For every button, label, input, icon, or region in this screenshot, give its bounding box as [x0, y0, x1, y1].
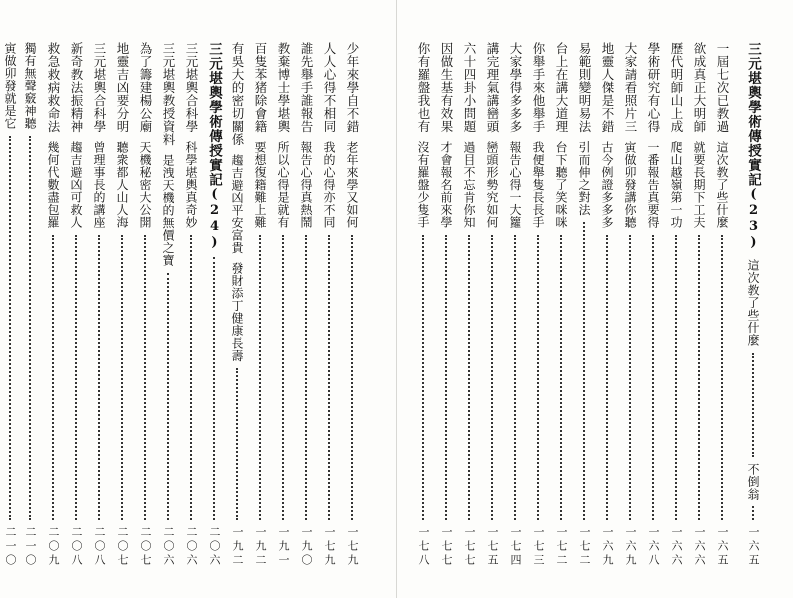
page-number: 一七九 — [346, 526, 359, 568]
page-number: 一九二 — [254, 526, 267, 568]
entry-title: 為了籌建楊公廟 — [138, 42, 153, 133]
toc-entry[interactable] — [114, 42, 130, 590]
dot-leader — [29, 136, 31, 521]
section-title: 三元堪輿學術傳授實記 — [206, 42, 222, 187]
entry-title: 台上在講大道理 — [554, 42, 569, 133]
page-number: 二〇六 — [185, 526, 198, 568]
entry-title: 講完理氣講巒頭 — [485, 42, 500, 133]
page-number: 一七二 — [555, 526, 568, 568]
page-number: 二〇八 — [93, 526, 106, 568]
toc-entry[interactable] — [160, 42, 176, 590]
toc-entry[interactable] — [714, 42, 730, 590]
toc-entry[interactable] — [298, 42, 314, 590]
dot-leader — [305, 235, 307, 521]
entry-seg: 這次教了些什麼 — [746, 259, 760, 347]
toc-entry[interactable] — [507, 42, 523, 590]
toc-entry[interactable] — [91, 42, 107, 590]
entry-title: 三元堪輿合科學 — [92, 42, 107, 133]
entry-title: 百隻苯猪除會籍 — [253, 42, 268, 133]
dot-leader — [629, 235, 631, 521]
dot-leader — [213, 257, 215, 520]
dot-leader — [652, 235, 654, 521]
entry-title: 因做生基有效果 — [439, 42, 454, 133]
entry-seg: 一番報告真要得 — [646, 141, 660, 229]
dot-leader — [537, 235, 539, 521]
toc-entry[interactable] — [645, 42, 661, 590]
entry-title: 地靈人傑是不錯 — [600, 42, 615, 133]
dot-leader — [190, 235, 192, 521]
entry-title: 六十四卦小問題 — [462, 42, 477, 133]
toc-entry[interactable] — [344, 42, 360, 590]
entry-title: 易範則變明易法 — [577, 42, 592, 133]
section-number: (24) — [207, 187, 222, 251]
page-number: 二〇七 — [139, 526, 152, 568]
page-number: 一七三 — [532, 526, 545, 568]
toc-entry[interactable] — [415, 42, 431, 590]
dot-leader — [75, 235, 77, 521]
section-title: 三元堪輿學術傳授實記 — [745, 42, 761, 187]
dot-leader — [721, 235, 723, 521]
entry-seg: 幾何代數盡包羅 — [46, 141, 60, 229]
page-number: 一六六 — [670, 526, 683, 568]
toc-entry[interactable] — [229, 42, 245, 590]
entry-title: 歷代明師山上成 — [669, 42, 684, 133]
entry-seg: 引而伸之對法 — [577, 141, 591, 216]
entry-title: 你舉手來他舉手 — [531, 42, 546, 133]
dot-leader — [752, 506, 754, 520]
entry-seg: 寅做卯發講你聽 — [623, 141, 637, 229]
entry-title: 三元堪輿教授資料 — [161, 42, 176, 146]
page-number: 二一〇 — [24, 526, 37, 568]
page-number: 二〇六 — [208, 526, 221, 568]
entry-title: 地靈吉凶要分明 — [115, 42, 130, 133]
dot-leader — [514, 235, 516, 521]
entry-title: 大家請看照片三 — [623, 42, 638, 133]
dot-leader — [468, 235, 470, 521]
entry-seg: 曾理事長的講座 — [92, 141, 106, 229]
entry-seg: 獨有無聲竅神聽 — [23, 42, 37, 130]
page-number: 一六九 — [601, 526, 614, 568]
dot-leader — [675, 235, 677, 521]
entry-seg: 就要長期下工夫 — [692, 141, 706, 229]
page-number: 一七二 — [578, 526, 591, 568]
entry-seg: 是洩天機的無價之寶 — [161, 154, 175, 267]
toc-entry[interactable] — [576, 42, 592, 590]
entry-title: 欲成真正大明師 — [692, 42, 707, 133]
entry-seg: 報告心得一大籮 — [508, 141, 522, 229]
entry-seg: 巒頭形勢究如何 — [485, 141, 499, 229]
page-number: 一九一 — [277, 526, 290, 568]
dot-leader — [282, 235, 284, 521]
entry-title: 教棄博士學堪輿 — [276, 42, 291, 133]
page-number: 二〇六 — [162, 526, 175, 568]
toc-entry[interactable] — [68, 42, 84, 590]
entry-seg: 沒有羅盤少隻手 — [416, 141, 430, 229]
toc-entry[interactable] — [461, 42, 477, 590]
entry-seg: 這次教了些什麼 — [715, 141, 729, 229]
entry-title: 你有羅盤我也有 — [416, 42, 431, 133]
entry-seg: 科學堪輿真奇妙 — [184, 141, 198, 229]
dot-leader — [606, 235, 608, 521]
entry-seg: 才會報名前來學 — [439, 141, 453, 229]
entry-seg: 天機秘密大公開 — [138, 141, 152, 229]
entry-seg: 發財添丁健康長壽 — [230, 262, 244, 362]
entry-title: 新奇教法振精神 — [69, 42, 84, 133]
dot-leader — [583, 222, 585, 520]
dot-leader — [9, 136, 11, 521]
dot-leader — [259, 235, 261, 521]
toc-entry[interactable] — [252, 42, 268, 590]
dot-leader — [698, 235, 700, 521]
toc-entry[interactable] — [530, 42, 546, 590]
section-header-23 — [745, 42, 761, 590]
entry-seg: 爬山越嶺第一功 — [669, 141, 683, 229]
dot-leader — [491, 235, 493, 521]
page-number: 二〇七 — [116, 526, 129, 568]
toc-entry[interactable] — [553, 42, 569, 590]
dot-leader — [351, 235, 353, 521]
entry-seg: 台下聽了笑咪咪 — [554, 141, 568, 229]
dot-leader — [98, 235, 100, 521]
dot-leader — [52, 235, 54, 521]
entry-seg: 過目不忘肯你知 — [462, 141, 476, 229]
dot-leader — [167, 273, 169, 521]
page-number: 一六五 — [747, 526, 760, 568]
page-number: 一六五 — [716, 526, 729, 568]
entry-title: 一屆七次已教過 — [715, 42, 730, 133]
page-number: 二〇八 — [70, 526, 83, 568]
entry-seg: 聽衆都人山人海 — [115, 141, 129, 229]
section-number: (23) — [746, 187, 761, 251]
toc-entry[interactable] — [668, 42, 684, 590]
dot-leader — [144, 235, 146, 521]
entry-title: 救急救病救命法 — [46, 42, 61, 133]
page-number: 一六九 — [624, 526, 637, 568]
entry-seg: 報告心得真熱鬧 — [299, 141, 313, 229]
entry-seg: 老年來學又如何 — [345, 141, 359, 229]
end-note: 不倒翁 — [746, 462, 760, 500]
page-number: 一七八 — [417, 526, 430, 568]
entry-seg: 寅做卯發就是它 — [3, 42, 17, 130]
page-number: 一九〇 — [300, 526, 313, 568]
page-number: 一七七 — [440, 526, 453, 568]
toc-entry[interactable] — [2, 42, 18, 590]
toc-entry[interactable] — [45, 42, 61, 590]
section-header-24 — [206, 42, 222, 590]
toc-entry[interactable] — [22, 42, 38, 590]
entry-title: 誰先舉手誰報告 — [299, 42, 314, 133]
entry-seg: 我的心得亦不同 — [322, 141, 336, 229]
page-number: 二〇九 — [47, 526, 60, 568]
entry-seg: 要想復籍難上難 — [253, 141, 267, 229]
entry-seg: 所以心得是就有 — [276, 141, 290, 229]
page-number: 一七五 — [486, 526, 499, 568]
entry-title: 人人心得不相同 — [322, 42, 337, 133]
toc-entry[interactable] — [691, 42, 707, 590]
toc-entry[interactable] — [137, 42, 153, 590]
dot-leader — [560, 235, 562, 521]
left-page — [0, 0, 396, 598]
toc-entry[interactable] — [599, 42, 615, 590]
entry-title: 大家學得多多多 — [508, 42, 523, 133]
page-number: 一七九 — [323, 526, 336, 568]
entry-title: 三元堪輿合科學 — [184, 42, 199, 133]
entry-seg: 我便舉隻長長手 — [531, 141, 545, 229]
page-number: 一六八 — [647, 526, 660, 568]
entry-title: 有吳大的密切關係 — [230, 42, 245, 146]
dot-leader — [445, 235, 447, 521]
entry-seg: 趨吉避凶可救人 — [69, 141, 83, 229]
page-number: 一六六 — [693, 526, 706, 568]
page-number: 二一〇 — [4, 526, 17, 568]
entry-title: 學術研究有心得 — [646, 42, 661, 133]
dot-leader — [328, 235, 330, 521]
entry-title: 少年來學自不錯 — [345, 42, 360, 133]
page-number: 一七七 — [463, 526, 476, 568]
right-page — [397, 0, 793, 598]
toc-entry[interactable] — [321, 42, 337, 590]
toc-entry[interactable] — [438, 42, 454, 590]
toc-entry[interactable] — [484, 42, 500, 590]
toc-entry[interactable] — [275, 42, 291, 590]
toc-entry[interactable] — [183, 42, 199, 590]
toc-entry[interactable] — [622, 42, 638, 590]
dot-leader — [422, 235, 424, 521]
entry-seg: 趨吉避凶平安富貴 — [230, 154, 244, 254]
dot-leader — [236, 368, 238, 520]
dot-leader — [752, 353, 754, 457]
dot-leader — [121, 235, 123, 521]
entry-seg: 古今例證多多多 — [600, 141, 614, 229]
page-number: 一九二 — [231, 526, 244, 568]
page-number: 一七四 — [509, 526, 522, 568]
